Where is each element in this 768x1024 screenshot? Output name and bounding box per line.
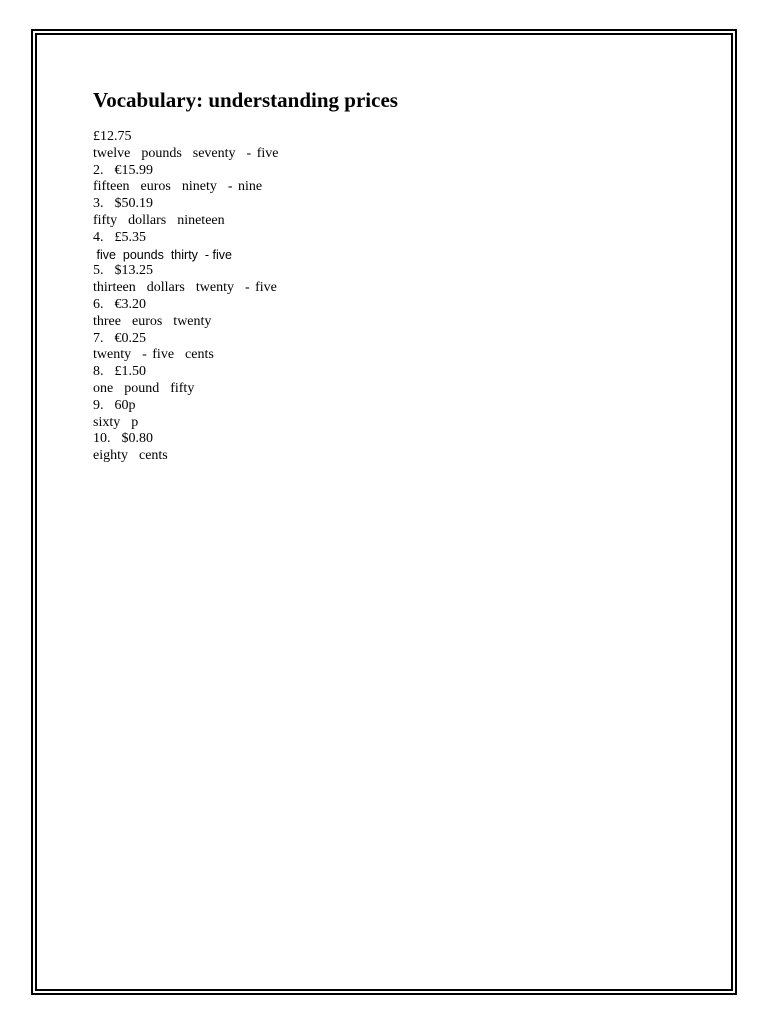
price-line: 2. €15.99 (93, 162, 153, 178)
price-line: 7. €0.25 (93, 330, 146, 346)
page-title: Vocabulary: understanding prices (93, 88, 398, 112)
price-line: 10. $0.80 (93, 431, 153, 447)
price-words-line: five pounds thirty - five (93, 247, 232, 262)
price-line: £12.75 (93, 129, 132, 144)
price-words-line: twelve pounds seventy - five (93, 145, 279, 161)
price-words-line: eighty cents (93, 448, 168, 464)
price-words-line: thirteen dollars twenty - five (93, 280, 277, 296)
price-line: 9. 60p (93, 397, 136, 413)
price-words-line: twenty - five cents (93, 347, 214, 363)
price-words-line: fifty dollars nineteen (93, 212, 225, 228)
document-content (93, 86, 693, 465)
price-line: 3. $50.19 (93, 196, 153, 212)
price-line: 6. €3.20 (93, 296, 146, 312)
price-words-line: sixty p (93, 414, 139, 430)
price-words-line: one pound fifty (93, 380, 195, 396)
price-words-line: fifteen euros ninety - nine (93, 179, 263, 195)
price-words-line: three euros twenty (93, 313, 212, 329)
price-line: 4. £5.35 (93, 229, 146, 245)
price-line: 8. £1.50 (93, 364, 146, 380)
price-list (93, 129, 693, 465)
price-line: 5. $13.25 (93, 263, 153, 279)
